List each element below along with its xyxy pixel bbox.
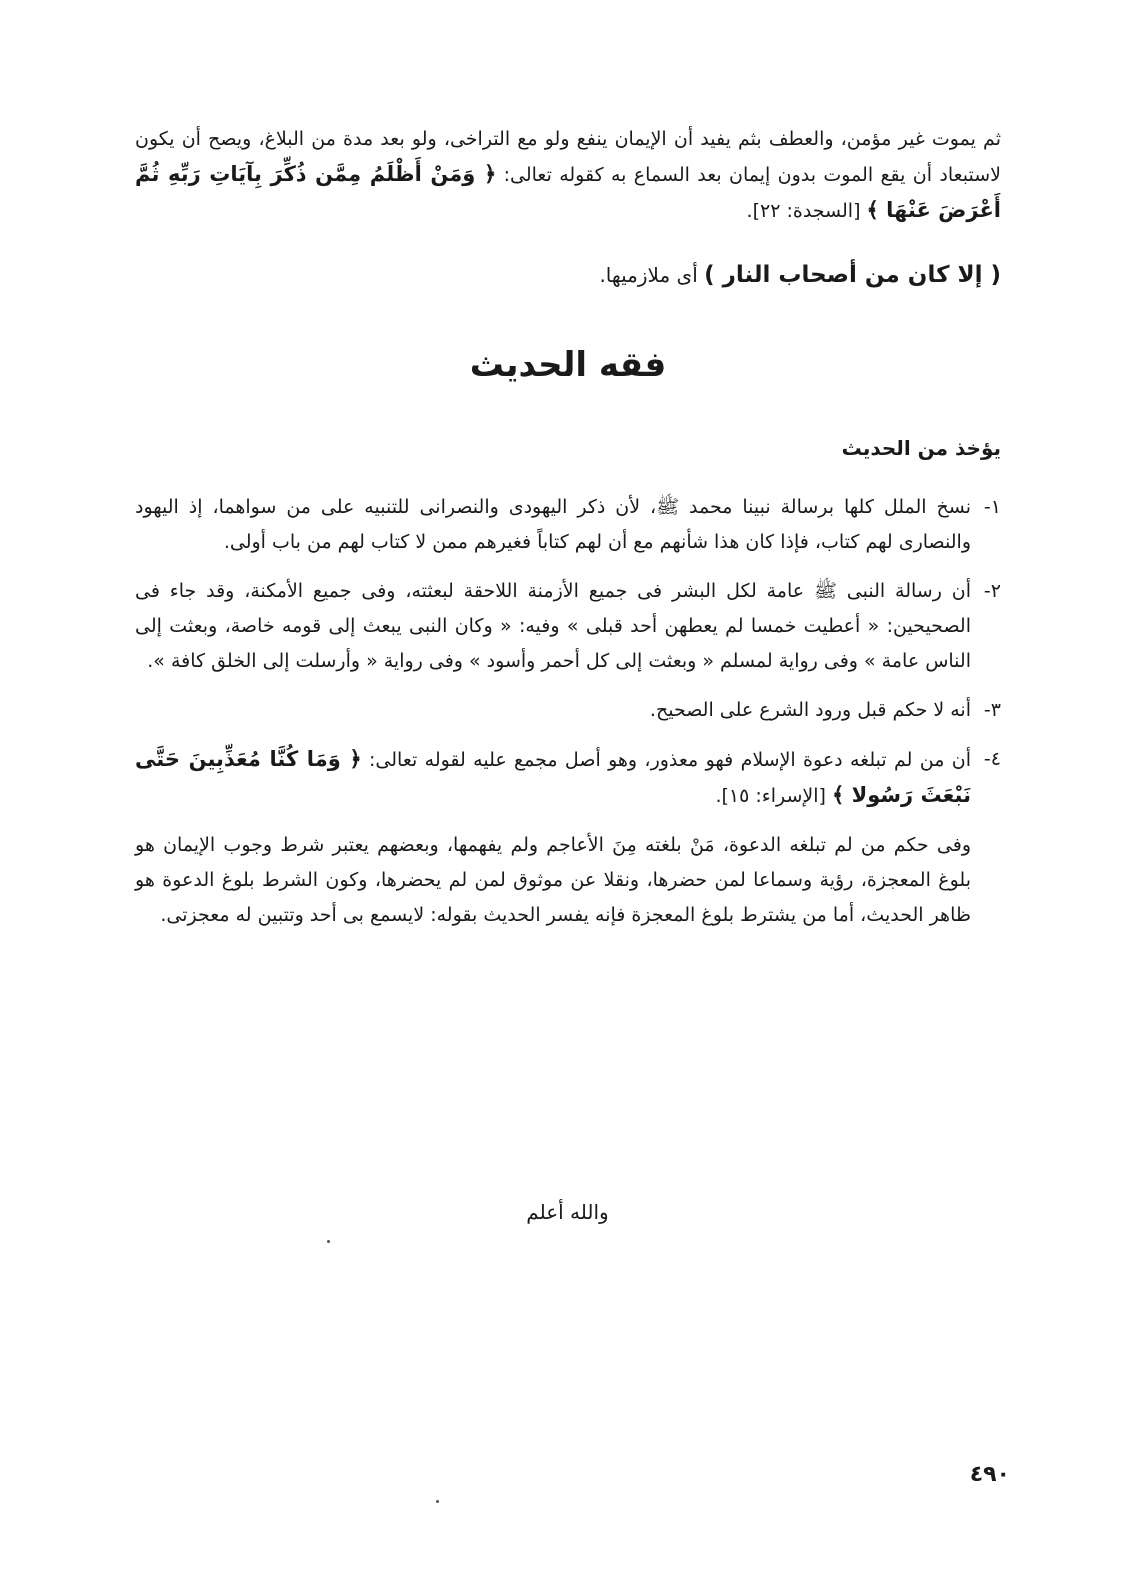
item-text: أنه لا حكم قبل ورود الشرع على الصحيح. [649, 699, 971, 721]
scan-speck [327, 1240, 330, 1243]
list-item [135, 693, 1001, 728]
phrase-explanation-text: أى ملازميها. [599, 263, 698, 287]
list-item [135, 742, 1001, 814]
section-title: فقه الحديث [469, 345, 667, 385]
phrase-explanation [135, 262, 1001, 288]
page-number: ٤٩٠ [969, 1462, 1010, 1487]
closing-phrase: والله أعلم [526, 1200, 609, 1224]
item-number: ٢- [983, 580, 1001, 602]
item-text: أن من لم تبلغه دعوة الإسلام فهو معذور، وهو أصل مجمع عليه لقوله تعالى: [369, 749, 971, 771]
list-item [135, 574, 1001, 679]
quote-citation: [السجدة: ٢٢]. [746, 200, 861, 222]
phrase-quote: ( إلا كان من أصحاب النار ) [704, 262, 1001, 288]
list-item [135, 490, 1001, 560]
item-body [135, 742, 971, 814]
item-text: نسخ الملل كلها برسالة نبينا محمد ﷺ، لأن ذكر اليهودى والنصرانى للتنبيه على من سواهما، إذ اليهود والنصارى لهم كتاب، فإذا كان هذا شأنهم مع أن لهم كتاباً فغيرهم ممن لا كتاب لهم من باب أولى. [135, 496, 971, 553]
item-text: أن رسالة النبى ﷺ عامة لكل البشر فى جميع الأزمنة اللاحقة لبعثته، وفى جميع الأمكنة، وقد جاء فى الصحيحين: « أعطيت خمسا لم يعطهن أحد قبلى » وفيه: « وكان النبى يبعث إلى قومه خاصة، وبعثت إلى الناس عامة » وفى رواية لمسلم « وبعثت إلى كل أحمر وأسود » وفى رواية « وأرسلت إلى الخلق كافة ». [135, 580, 971, 672]
top-paragraph [135, 122, 1001, 229]
quote-citation: [الإسراء: ١٥]. [715, 785, 826, 807]
item-number: ١- [983, 496, 1001, 518]
scan-speck [436, 1500, 439, 1503]
lessons-list [135, 490, 1001, 933]
item-number: ٣- [983, 699, 1001, 721]
section-subheading: يؤخذ من الحديث [841, 436, 1001, 460]
quran-quote: ﴿ وَمَا كُنَّا مُعَذِّبِينَ حَتَّى نَبْعَثَ رَسُولا ﴾ [135, 747, 971, 807]
final-paragraph: وفى حكم من لم تبلغه الدعوة، مَنْ بلغته مِنَ الأعاجم ولم يفهمها، وبعضهم يعتبر شرط وجوب الإيمان هو بلوغ المعجزة، رؤية وسماعا لمن حضرها، ونقلا عن موثوق لمن لم يحضرها، وكون الشرط بلوغ الدعوة هو ظاهر الحديث، أما من يشترط بلوغ المعجزة فإنه يفسر الحديث بقوله: لايسمع بى أحد وتتبين له معجزتى. [135, 834, 971, 926]
quran-quote: ﴿ وَمَنْ أَظْلَمُ مِمَّن ذُكِّرَ بِآيَاتِ رَبِّهِ ثُمَّ أَعْرَضَ عَنْهَا ﴾ [135, 162, 1001, 222]
item-number: ٤- [983, 748, 1001, 770]
top-paragraph-text: ثم يموت غير مؤمن، والعطف بثم يفيد أن الإيمان ينفع ولو مع التراخى، ولو بعد مدة من البلاغ، ويصح أن يكون لاستبعاد أن يقع الموت بدون إيمان بعد السماع به كقوله تعالى: [135, 128, 1001, 186]
